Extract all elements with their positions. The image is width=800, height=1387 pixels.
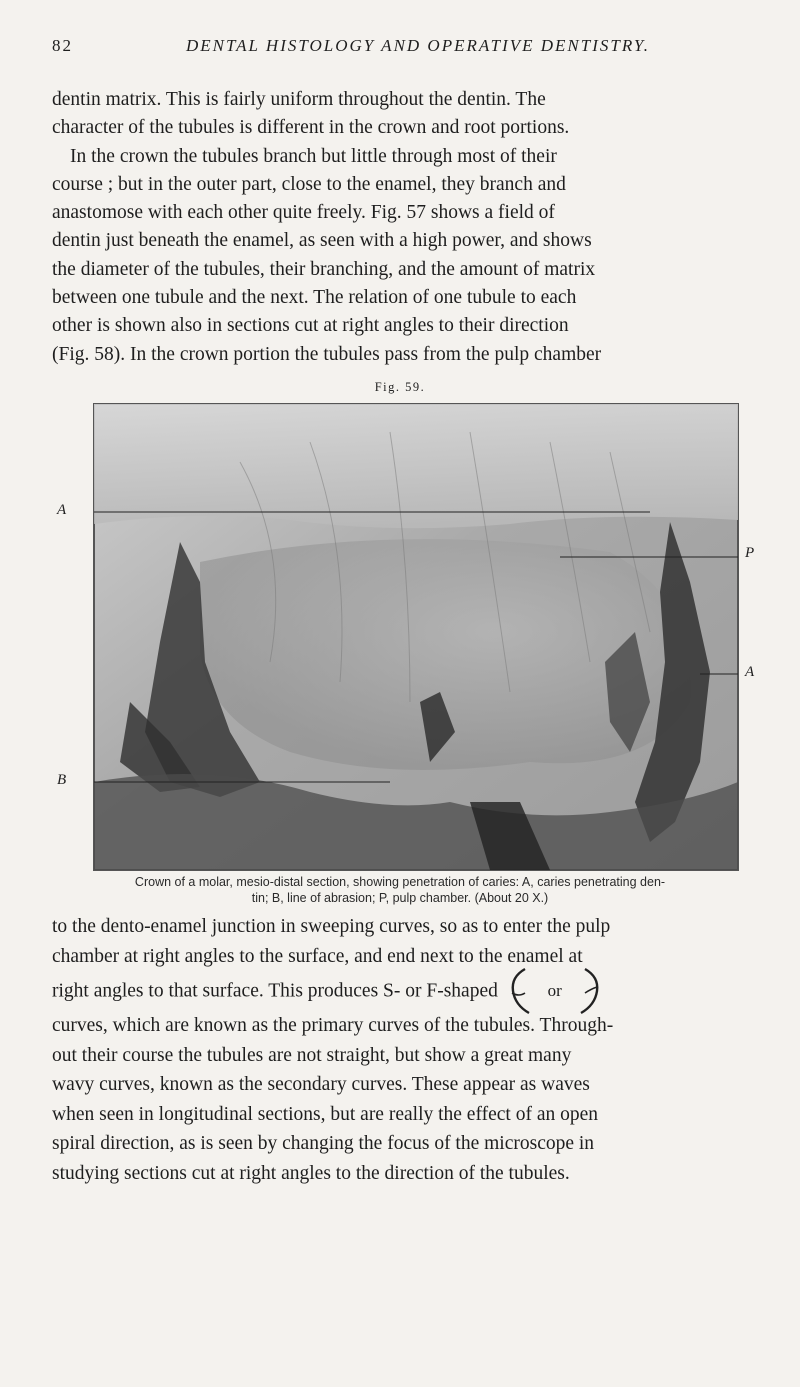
running-title: DENTAL HISTOLOGY AND OPERATIVE DENTISTRY. — [185, 36, 651, 55]
figure-label: Fig. 59. — [374, 380, 426, 394]
text-line: other is shown also in sections cut at right angles to their direction — [52, 315, 569, 337]
running-header — [52, 28, 742, 62]
text-line: wavy curves, known as the secondary curves. These appear as waves — [52, 1074, 590, 1095]
page-number: 82 — [52, 36, 73, 55]
text-line: spiral direction, as is seen by changing the focus of the microscope in — [52, 1133, 595, 1154]
text-line: course ; but in the outer part, close to the enamel, they branch and — [52, 173, 566, 195]
text-line: dentin just beneath the enamel, as seen with a high power, and shows — [52, 230, 592, 252]
text-line: when seen in longitudinal sections, but are really the effect of an open — [52, 1103, 598, 1125]
text-line: (Fig. 58). In the crown portion the tubules pass from the pulp chamber — [52, 343, 602, 365]
paragraph-2 — [52, 912, 742, 1188]
text-line: anastomose with each other quite freely. Fig. 57 shows a field of — [52, 202, 555, 224]
label-a-right: A — [745, 664, 755, 680]
text-line: In the crown the tubules branch but little through most of their — [70, 145, 557, 167]
text-line: dentin matrix. This is fairly uniform throughout the dentin. The — [52, 89, 546, 110]
text-segment: right angles to that surface. This produces S- or F-shaped — [52, 980, 498, 1002]
micrograph-image — [90, 402, 740, 872]
micrograph-figure — [57, 402, 755, 872]
text-line: curves, which are known as the primary curves of the tubules. Through- — [52, 1015, 614, 1036]
text-line: between one tubule and the next. The relation of one tubule to each — [52, 287, 577, 309]
label-p: P — [745, 545, 755, 561]
text-line: the diameter of the tubules, their branching, and the amount of matrix — [52, 258, 596, 280]
text-line: character of the tubules is different in the crown and root portions. — [52, 117, 570, 139]
figure-caption — [50, 874, 750, 906]
label-a-left: A — [57, 502, 67, 518]
text-line: chamber at right angles to the surface, and end next to the enamel at — [52, 945, 583, 967]
text-line: out their course the tubules are not straight, but show a great many — [52, 1044, 572, 1066]
caption-line-2: tin; B, line of abrasion; P, pulp chamber. (About 20 X.) — [251, 891, 549, 905]
or-text: or — [547, 981, 562, 1001]
label-b: B — [57, 772, 67, 788]
text-line: to the dento-enamel junction in sweeping curves, so as to enter the pulp — [52, 916, 611, 937]
paragraph-1 — [52, 86, 742, 369]
caption-line-1: Crown of a molar, mesio-distal section, showing penetration of caries: A, caries penetrating den- — [134, 875, 666, 889]
text-line: studying sections cut at right angles to the direction of the tubules. — [52, 1162, 570, 1184]
